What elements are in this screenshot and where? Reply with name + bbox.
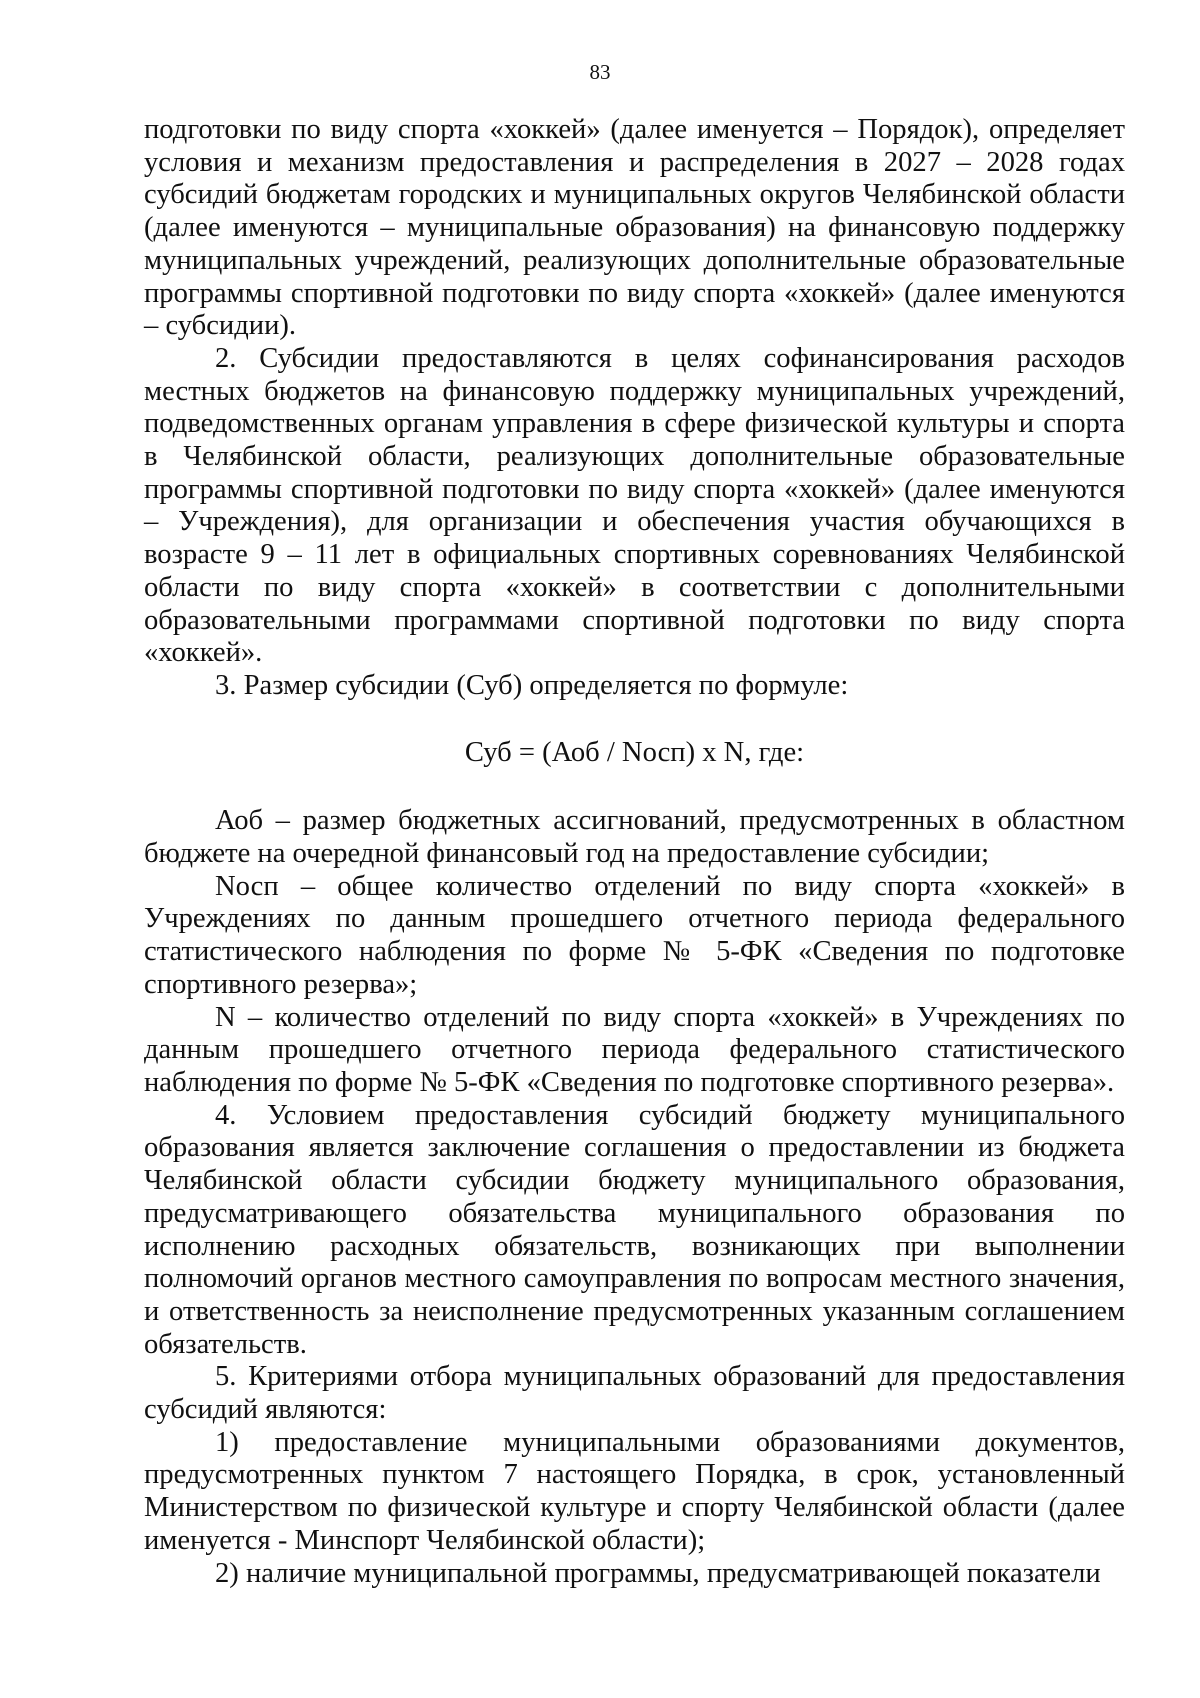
paragraph-2: 2. Субсидии предоставляются в целях софинансирования расходов местных бюджетов на финансовую поддержку муниципальных учреждений, подведомственных органам управления в сфере физической культуры и спорта в Челябинской области, реализующих дополнительные образовательные программы спортивной подготовки по виду спорта «хоккей» (далее именуются – Учреждения), для организации и обеспечения участия обучающихся в возрасте 9 – 11 лет в официальных спортивных соревнованиях Челябинской области по виду спорта «хоккей» в соответствии с дополнительными образовательными программами спортивной подготовки по виду спорта «хоккей». bbox=[144, 342, 1125, 669]
paragraph-4: 4. Условием предоставления субсидий бюджету муниципального образования является заключение соглашения о предоставлении из бюджета Челябинской области субсидии бюджету муниципального образования, предусматривающего обязательства муниципального образования по исполнению расходных обязательств, возникающих при выполнении полномочий органов местного самоуправления по вопросам местного значения, и ответственность за неисполнение предусмотренных указанным соглашением обязательств. bbox=[144, 1099, 1125, 1360]
paragraph-5: 5. Критериями отбора муниципальных образований для предоставления субсидий являются: bbox=[144, 1361, 1125, 1426]
formula: Суб = (Аоб / Nосп) x N, где: bbox=[464, 736, 805, 768]
paragraph-definition-aob: Аоб – размер бюджетных ассигнований, предусмотренных в областном бюджете на очередной финансовый год на предоставление субсидии; bbox=[144, 805, 1125, 870]
paragraph-intro-continuation: подготовки по виду спорта «хоккей» (далее именуется – Порядок), определяет условия и механизм предоставления и распределения в 2027 – 2028 годах субсидий бюджетам городских и муниципальных округов Челябинской области (далее именуются – муниципальные образования) на финансовую поддержку муниципальных учреждений, реализующих дополнительные образовательные программы спортивной подготовки по виду спорта «хоккей» (далее именуются – субсидии). bbox=[144, 114, 1125, 342]
paragraph-definition-nosp: Nосп – общее количество отделений по виду спорта «хоккей» в Учреждениях по данным прошедшего отчетного периода федерального статистического наблюдения по форме № 5-ФК «Сведения по подготовке спортивного резерва»; bbox=[144, 870, 1125, 1000]
paragraph-5-item-2: 2) наличие муниципальной программы, предусматривающей показатели bbox=[215, 1557, 1101, 1589]
paragraph-definition-n: N – количество отделений по виду спорта «хоккей» в Учреждениях по данным прошедшего отчетного периода федерального статистического наблюдения по форме № 5-ФК «Сведения по подготовке спортивного резерва». bbox=[144, 1001, 1125, 1098]
paragraph-5-item-1: 1) предоставление муниципальными образованиями документов, предусмотренных пунктом 7 настоящего Порядка, в срок, установленный Министерством по физической культуре и спорту Челябинской области (далее именуется - Минспорт Челябинской области); bbox=[144, 1426, 1125, 1556]
page-number: 83 bbox=[589, 60, 611, 84]
document-body bbox=[144, 114, 1125, 1590]
paragraph-3: 3. Размер субсидии (Суб) определяется по формуле: bbox=[215, 669, 849, 701]
